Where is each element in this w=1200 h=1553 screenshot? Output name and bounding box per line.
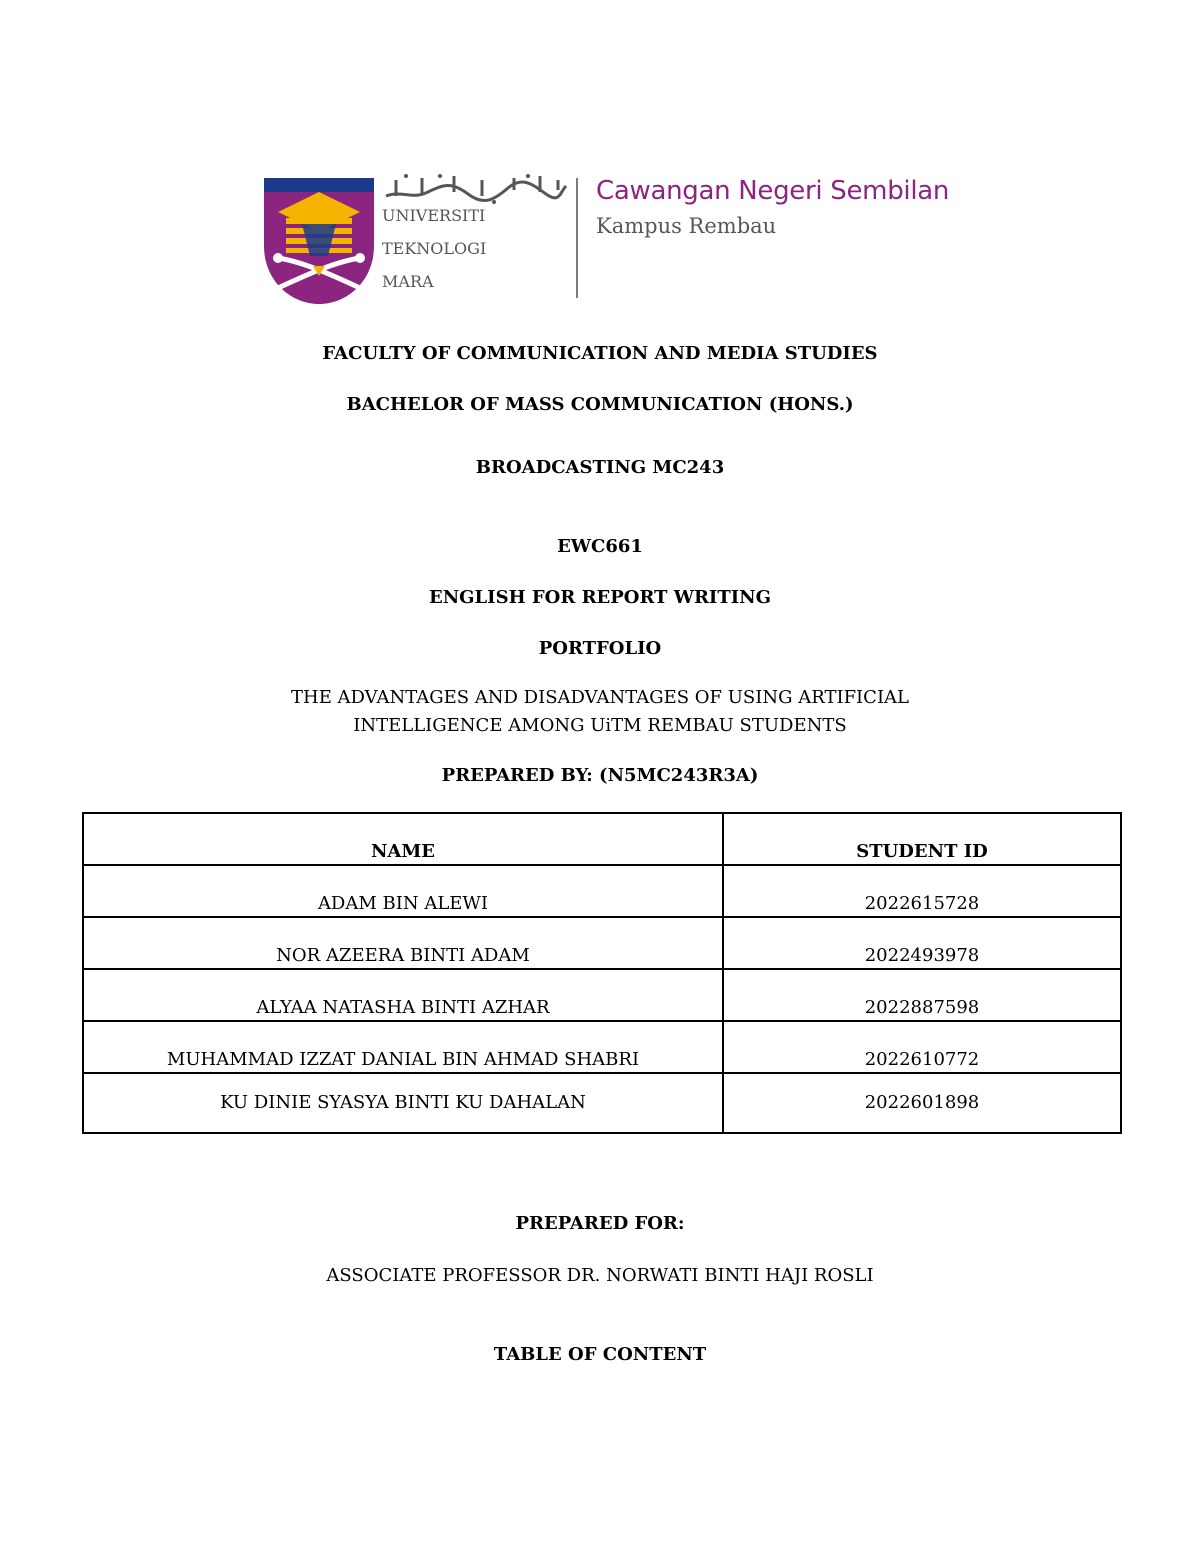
student-name: ALYAA NATASHA BINTI AZHAR	[83, 969, 723, 1021]
student-id: 2022887598	[723, 969, 1121, 1021]
university-logo	[264, 172, 950, 304]
lecturer-name: ASSOCIATE PROFESSOR DR. NORWATI BINTI HAJI ROSLI	[326, 1265, 874, 1286]
table-row	[83, 917, 1121, 969]
student-id: 2022601898	[723, 1073, 1121, 1133]
campus-name: Cawangan Negeri Sembilan	[596, 176, 950, 206]
student-id: 2022610772	[723, 1021, 1121, 1073]
student-name: MUHAMMAD IZZAT DANIAL BIN AHMAD SHABRI	[83, 1021, 723, 1073]
university-line-3: MARA	[382, 272, 434, 291]
prepared-for-label: PREPARED FOR:	[515, 1213, 685, 1234]
prepared-by: PREPARED BY: (N5MC243R3A)	[441, 765, 759, 786]
university-line-2: TEKNOLOGI	[382, 239, 487, 258]
student-table	[82, 812, 1122, 1134]
student-id-column-header: STUDENT ID	[723, 813, 1121, 865]
table-row	[83, 1073, 1121, 1133]
report-title-line-1: THE ADVANTAGES AND DISADVANTAGES OF USING ARTIFICIAL	[290, 687, 910, 708]
course-name: BROADCASTING MC243	[475, 457, 725, 478]
uitm-crest-icon	[264, 178, 374, 304]
name-column-header: NAME	[83, 813, 723, 865]
campus-subtitle: Kampus Rembau	[596, 214, 777, 238]
subject-name: ENGLISH FOR REPORT WRITING	[428, 587, 771, 608]
student-id: 2022615728	[723, 865, 1121, 917]
table-row	[83, 969, 1121, 1021]
course-code: EWC661	[557, 536, 643, 557]
table-row	[83, 865, 1121, 917]
student-name: ADAM BIN ALEWI	[83, 865, 723, 917]
table-of-content-heading: TABLE OF CONTENT	[493, 1344, 707, 1365]
document-type: PORTFOLIO	[538, 638, 662, 659]
table-row	[83, 1021, 1121, 1073]
student-id: 2022493978	[723, 917, 1121, 969]
university-line-1: UNIVERSITI	[382, 206, 486, 225]
faculty-name: FACULTY OF COMMUNICATION AND MEDIA STUDIES	[322, 343, 878, 364]
programme-name: BACHELOR OF MASS COMMUNICATION (HONS.)	[346, 394, 854, 415]
student-name: NOR AZEERA BINTI ADAM	[83, 917, 723, 969]
report-title-line-2: INTELLIGENCE AMONG UiTM REMBAU STUDENTS	[353, 715, 847, 736]
student-name: KU DINIE SYASYA BINTI KU DAHALAN	[83, 1073, 723, 1133]
table-header-row	[83, 813, 1121, 865]
arabic-script-logo	[382, 172, 568, 204]
logo-divider	[576, 178, 578, 298]
